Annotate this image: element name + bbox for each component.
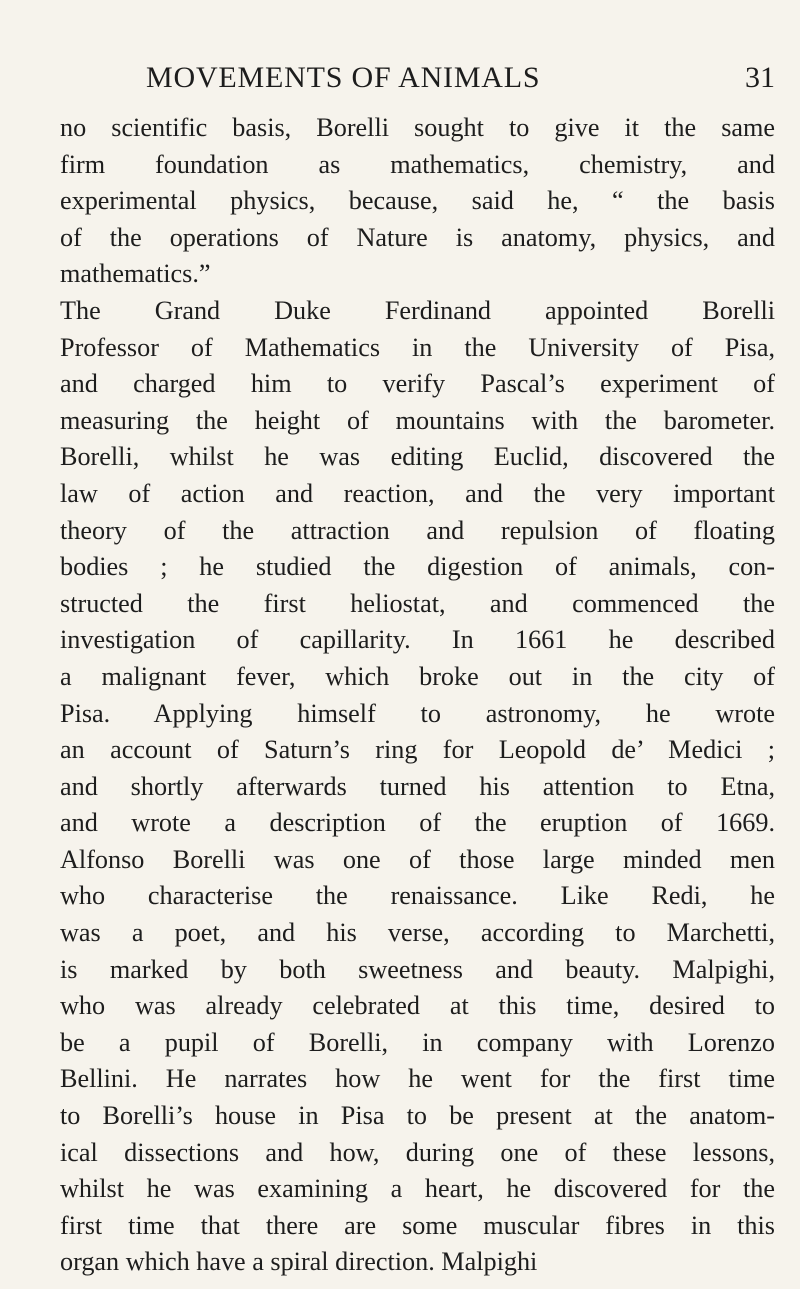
text-line: Pisa. Applying himself to astronomy, he wrote bbox=[60, 698, 775, 728]
text-line: measuring the height of mountains with the barometer. bbox=[60, 405, 775, 435]
text-line: bodies ; he studied the digestion of animals, con- bbox=[60, 552, 775, 582]
text-line: law of action and reaction, and the very important bbox=[60, 478, 775, 508]
text-line: an account of Saturn’s ring for Leopold de’ Medici ; bbox=[60, 735, 775, 765]
text-line: and shortly afterwards turned his attention to Etna, bbox=[60, 771, 775, 801]
text-line: first time that there are some muscular fibres in this bbox=[60, 1210, 775, 1240]
text-line: structed the first heliostat, and commenced the bbox=[60, 588, 775, 618]
text-line: be a pupil of Borelli, in company with Lorenzo bbox=[60, 1027, 775, 1057]
text-line: a malignant fever, which broke out in the city of bbox=[60, 661, 775, 691]
text-line: who was already celebrated at this time, desired to bbox=[60, 991, 775, 1021]
text-line: organ which have a spiral direction. Malpighi bbox=[60, 1247, 538, 1277]
text-line: who characterise the renaissance. Like Redi, he bbox=[60, 881, 775, 911]
text-line: ical dissections and how, during one of these lessons, bbox=[60, 1137, 775, 1167]
page-header bbox=[60, 58, 775, 98]
text-line: and wrote a description of the eruption of 1669. bbox=[60, 808, 775, 838]
text-line: firm foundation as mathematics, chemistry, and bbox=[60, 149, 775, 179]
text-line: Alfonso Borelli was one of those large minded men bbox=[60, 844, 775, 874]
running-head: MOVEMENTS OF ANIMALS bbox=[146, 61, 541, 94]
page-number: 31 bbox=[745, 61, 775, 94]
text-line: to Borelli’s house in Pisa to be present at the anatom- bbox=[60, 1101, 775, 1131]
text-line: Borelli, whilst he was editing Euclid, discovered the bbox=[60, 442, 775, 472]
text-line: is marked by both sweetness and beauty. Malpighi, bbox=[60, 954, 775, 984]
text-line: was a poet, and his verse, according to Marchetti, bbox=[60, 918, 775, 948]
text-line: whilst he was examining a heart, he discovered for the bbox=[60, 1174, 775, 1204]
text-line: The Grand Duke Ferdinand appointed Borelli bbox=[60, 295, 775, 325]
text-line: Bellini. He narrates how he went for the first time bbox=[60, 1064, 775, 1094]
text-line: mathematics.” bbox=[60, 259, 211, 289]
text-line: of the operations of Nature is anatomy, physics, and bbox=[60, 222, 775, 252]
text-line: no scientific basis, Borelli sought to give it the same bbox=[60, 113, 775, 142]
body-text bbox=[60, 110, 775, 1281]
text-line: theory of the attraction and repulsion of floating bbox=[60, 515, 775, 545]
text-line: experimental physics, because, said he, “ the basis bbox=[60, 186, 775, 216]
text-line: Professor of Mathematics in the University of Pisa, bbox=[60, 332, 775, 362]
text-line: and charged him to verify Pascal’s experiment of bbox=[60, 369, 775, 399]
text-line: investigation of capillarity. In 1661 he described bbox=[60, 625, 775, 655]
